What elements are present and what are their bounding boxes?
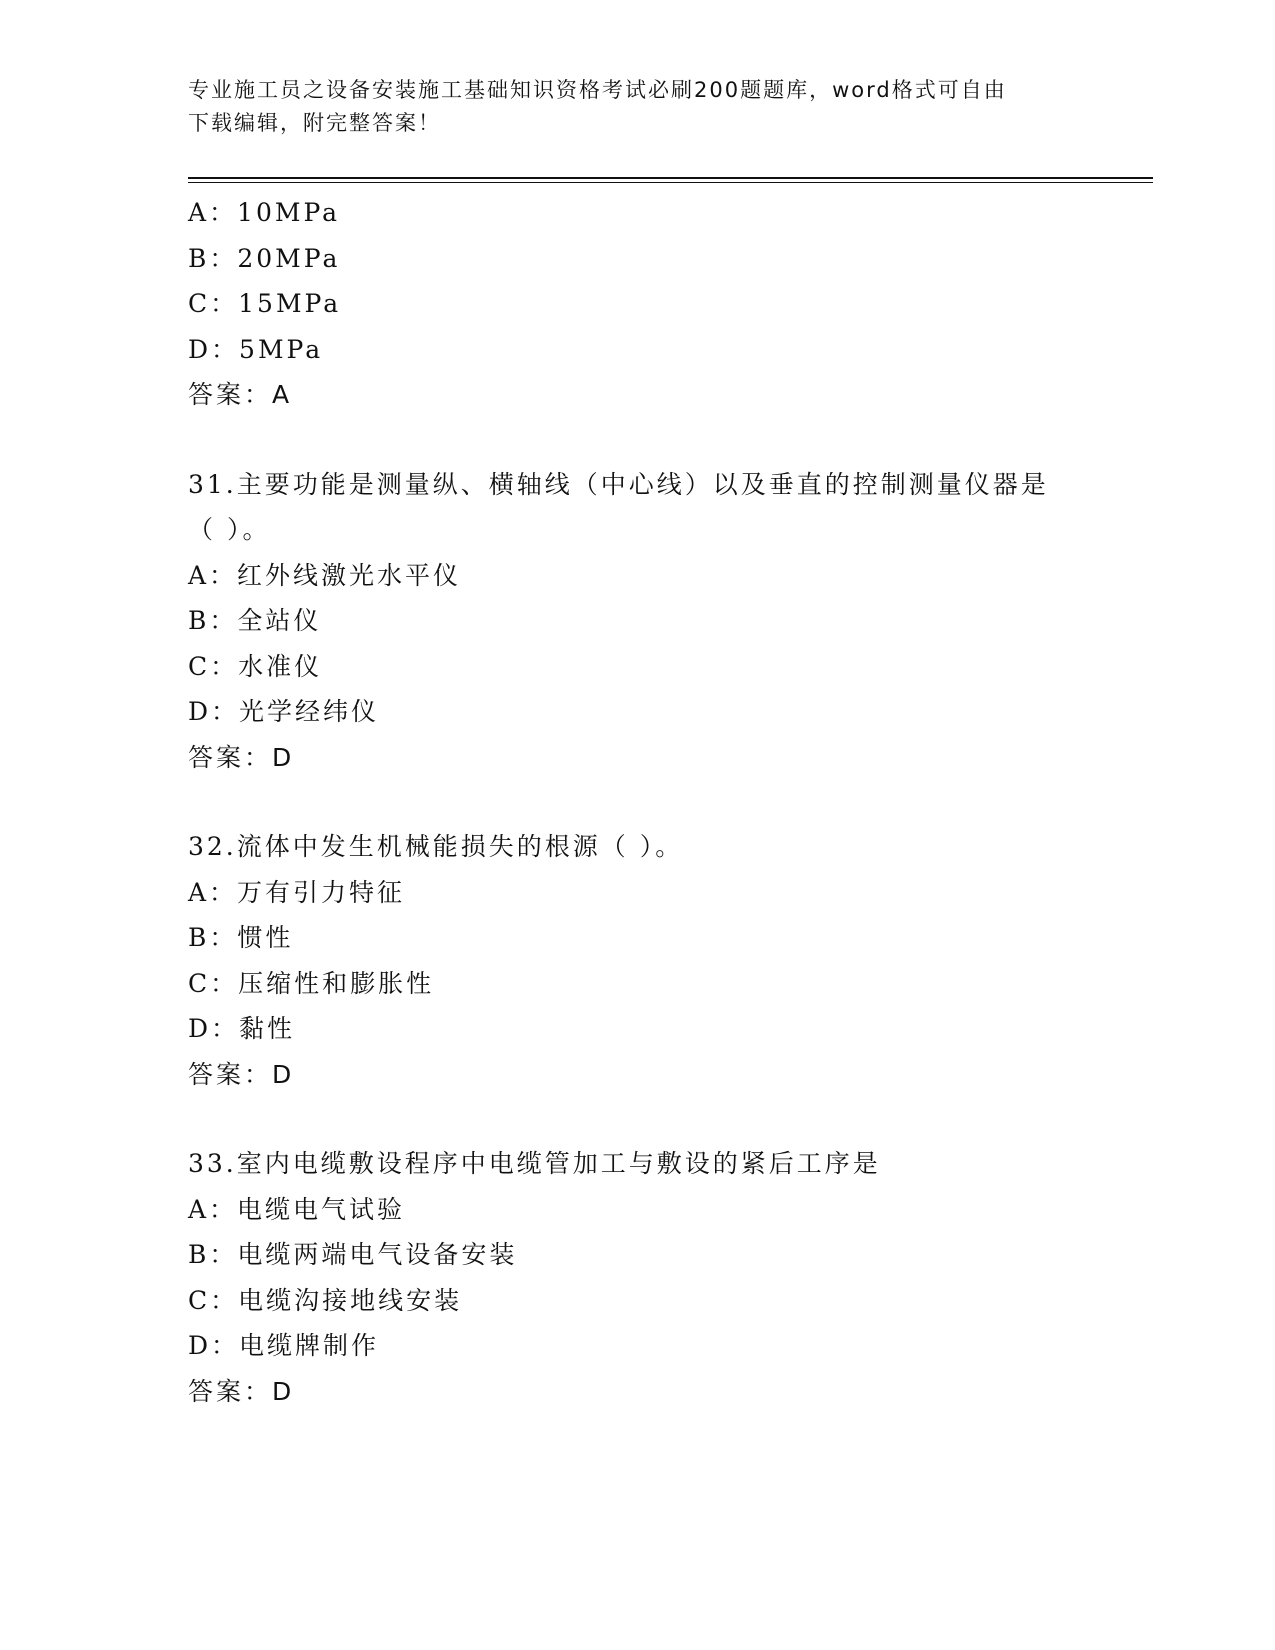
document-header: [188, 74, 1068, 140]
header-divider-thick: [188, 177, 1153, 179]
option-d: D：光学经纬仪: [188, 697, 380, 726]
question-block-32: [188, 824, 1148, 1097]
answer-line: 答案：D: [188, 1059, 295, 1089]
option-d: D：5MPa: [188, 334, 324, 364]
option-c: C：电缆沟接地线安装: [188, 1285, 463, 1315]
option-c: C：水准仪: [188, 651, 323, 681]
answer-line: 答案：D: [188, 742, 295, 772]
spacer: [188, 418, 1148, 462]
option-d: D：黏性: [188, 1014, 296, 1043]
option-b: B：电缆两端电气设备安装: [188, 1240, 518, 1269]
question-stem: 31.主要功能是测量纵、横轴线（中心线）以及垂直的控制测量仪器是: [188, 469, 1049, 499]
header-title-line-2: 下载编辑，附完整答案！: [188, 111, 441, 135]
question-block-30: [188, 190, 1148, 418]
header-divider-thin: [188, 182, 1153, 183]
question-block-31: [188, 462, 1148, 781]
option-a: A：10MPa: [188, 198, 341, 227]
spacer: [188, 1097, 1148, 1141]
header-title-line-1: 专业施工员之设备安装施工基础知识资格考试必刷200题题库，word格式可自由: [188, 78, 1007, 102]
option-a: A：电缆电气试验: [188, 1194, 406, 1224]
answer-line: 答案：A: [188, 380, 293, 409]
question-block-33: [188, 1141, 1148, 1414]
answer-line: 答案：D: [188, 1376, 295, 1406]
option-c: C：压缩性和膨胀性: [188, 968, 435, 998]
option-b: B：20MPa: [188, 243, 341, 273]
option-a: A：红外线激光水平仪: [188, 560, 462, 590]
question-stem: 32.流体中发生机械能损失的根源（ ）。: [188, 832, 684, 861]
option-d: D：电缆牌制作: [188, 1331, 380, 1360]
option-b: B：全站仪: [188, 606, 322, 635]
question-stem-continued: （ ）。: [188, 515, 271, 544]
option-a: A：万有引力特征: [188, 877, 406, 907]
option-b: B：惯性: [188, 923, 294, 952]
question-stem: 33.室内电缆敷设程序中电缆管加工与敷设的紧后工序是: [188, 1149, 881, 1178]
spacer: [188, 780, 1148, 824]
option-c: C：15MPa: [188, 289, 342, 318]
question-content: [188, 190, 1148, 1414]
